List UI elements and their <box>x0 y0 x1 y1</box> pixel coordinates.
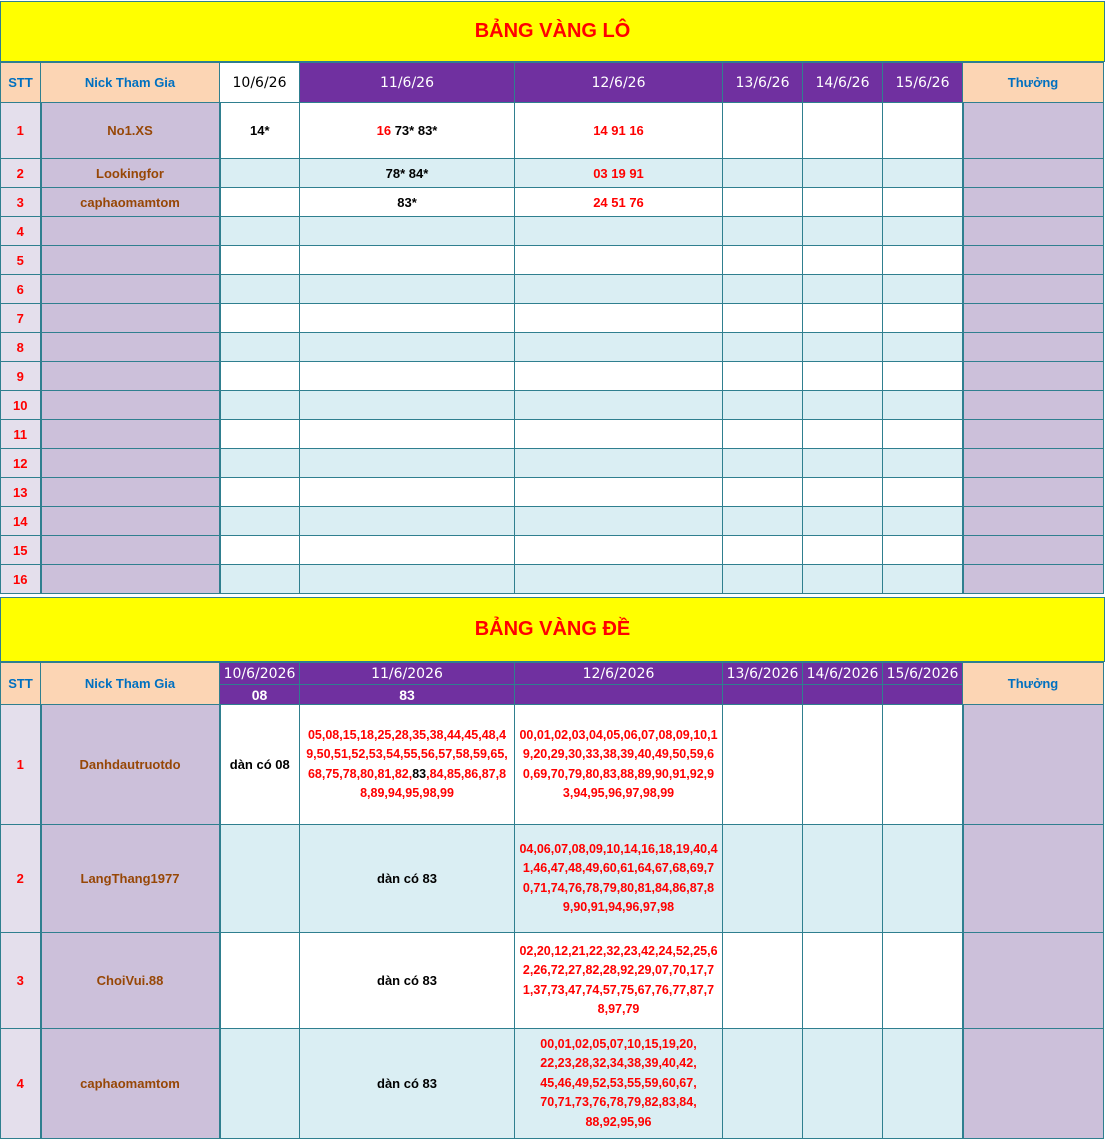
cell-day6 <box>883 1029 963 1139</box>
row-nick <box>41 362 220 391</box>
cell-day4 <box>723 449 803 478</box>
table-row <box>1 246 1104 275</box>
cell-day6 <box>883 217 963 246</box>
cell-day2 <box>300 565 515 594</box>
cell-day1 <box>220 188 300 217</box>
cell-day2 <box>300 275 515 304</box>
de-result <box>803 685 883 705</box>
row-stt: 6 <box>1 275 41 304</box>
cell-day5 <box>803 933 883 1029</box>
cell-day2 <box>300 246 515 275</box>
lo-title: BẢNG VÀNG LÔ <box>0 1 1105 62</box>
row-nick: caphaomamtom <box>41 1029 220 1139</box>
cell-thuong <box>963 159 1104 188</box>
cell-day1: 14* <box>220 103 300 159</box>
cell-day3: 03 19 91 <box>515 159 723 188</box>
table-row <box>1 159 1104 188</box>
cell-day2 <box>300 420 515 449</box>
row-stt: 5 <box>1 246 41 275</box>
row-stt: 4 <box>1 217 41 246</box>
de-result <box>883 685 963 705</box>
cell-day1: dàn có 08 <box>220 705 300 825</box>
cell-day2 <box>300 217 515 246</box>
cell-thuong <box>963 565 1104 594</box>
cell-day4 <box>723 705 803 825</box>
cell-day4 <box>723 159 803 188</box>
cell-day2: dàn có 83 <box>300 1029 515 1139</box>
table-row <box>1 536 1104 565</box>
cell-thuong <box>963 304 1104 333</box>
row-stt: 4 <box>1 1029 41 1139</box>
row-nick: LangThang1977 <box>41 825 220 933</box>
de-header-date: 11/6/2026 <box>300 663 515 685</box>
cell-day5 <box>803 705 883 825</box>
cell-day6 <box>883 449 963 478</box>
cell-day1 <box>220 478 300 507</box>
cell-thuong <box>963 217 1104 246</box>
cell-day5 <box>803 420 883 449</box>
cell-thuong <box>963 333 1104 362</box>
row-nick <box>41 536 220 565</box>
row-stt: 10 <box>1 391 41 420</box>
cell-thuong <box>963 188 1104 217</box>
row-nick <box>41 217 220 246</box>
cell-day6 <box>883 565 963 594</box>
row-nick <box>41 449 220 478</box>
row-nick <box>41 304 220 333</box>
lo-empty-rows <box>1 217 1104 594</box>
cell-day4 <box>723 362 803 391</box>
row-nick <box>41 507 220 536</box>
cell-day4 <box>723 933 803 1029</box>
cell-day1 <box>220 391 300 420</box>
table-row <box>1 705 1104 825</box>
cell-day5 <box>803 391 883 420</box>
cell-day4 <box>723 275 803 304</box>
cell-thuong <box>963 825 1104 933</box>
cell-day6 <box>883 275 963 304</box>
row-stt: 15 <box>1 536 41 565</box>
cell-day5 <box>803 217 883 246</box>
cell-day3 <box>515 391 723 420</box>
de-header-date: 15/6/2026 <box>883 663 963 685</box>
cell-day4 <box>723 103 803 159</box>
cell-day2-hit: 83 <box>412 766 427 781</box>
lo-header-thuong: Thưởng <box>963 63 1104 103</box>
lo-header-date: 13/6/26 <box>723 63 803 103</box>
row-stt: 2 <box>1 825 41 933</box>
lo-table <box>0 62 1104 594</box>
row-nick <box>41 478 220 507</box>
row-stt: 8 <box>1 333 41 362</box>
cell-day2: dàn có 83 <box>300 933 515 1029</box>
row-stt: 16 <box>1 565 41 594</box>
cell-day2 <box>300 103 515 159</box>
table-row <box>1 507 1104 536</box>
table-row <box>1 188 1104 217</box>
cell-day2 <box>300 391 515 420</box>
cell-day2: dàn có 83 <box>300 825 515 933</box>
cell-day2-black: 73* 83* <box>391 123 438 138</box>
cell-day3 <box>515 478 723 507</box>
cell-day4 <box>723 507 803 536</box>
cell-day6 <box>883 103 963 159</box>
cell-day6 <box>883 536 963 565</box>
row-nick: Danhdautruotdo <box>41 705 220 825</box>
cell-day4 <box>723 304 803 333</box>
cell-day6 <box>883 246 963 275</box>
de-header-row <box>1 663 1104 685</box>
cell-day4 <box>723 1029 803 1139</box>
cell-day4 <box>723 565 803 594</box>
cell-day3: 00,01,02,03,04,05,06,07,08,09,10,19,20,29,30,33,38,39,40,49,50,59,60,69,70,79,80,83,88,89,90,91,92,93,94,95,96,97,98,99 <box>515 705 723 825</box>
cell-day3 <box>515 449 723 478</box>
row-nick <box>41 565 220 594</box>
cell-day5 <box>803 449 883 478</box>
row-stt: 9 <box>1 362 41 391</box>
cell-day6 <box>883 333 963 362</box>
cell-day3: 00,01,02,05,07,10,15,19,20,22,23,28,32,34,38,39,40,42,45,46,49,52,53,55,59,60,67,70,71,73,76,78,79,82,83,84,88,92,95,96 <box>515 1029 723 1139</box>
row-stt: 3 <box>1 188 41 217</box>
cell-day1 <box>220 159 300 188</box>
cell-thuong <box>963 246 1104 275</box>
cell-day2 <box>300 333 515 362</box>
cell-day5 <box>803 362 883 391</box>
cell-day6 <box>883 420 963 449</box>
row-stt: 2 <box>1 159 41 188</box>
lo-header-date: 12/6/26 <box>515 63 723 103</box>
row-stt: 1 <box>1 103 41 159</box>
row-nick <box>41 333 220 362</box>
cell-day2: 83* <box>300 188 515 217</box>
cell-day6 <box>883 362 963 391</box>
row-stt: 7 <box>1 304 41 333</box>
cell-day2-red: 16 <box>376 123 392 138</box>
cell-day1 <box>220 362 300 391</box>
table-row <box>1 275 1104 304</box>
table-row <box>1 933 1104 1029</box>
cell-day1 <box>220 449 300 478</box>
row-nick <box>41 275 220 304</box>
cell-day5 <box>803 304 883 333</box>
table-row <box>1 1029 1104 1139</box>
cell-day2 <box>300 536 515 565</box>
de-table <box>0 662 1104 1139</box>
lo-header-stt: STT <box>1 63 41 103</box>
cell-day5 <box>803 103 883 159</box>
cell-day3 <box>515 536 723 565</box>
cell-thuong <box>963 449 1104 478</box>
cell-thuong <box>963 275 1104 304</box>
cell-thuong <box>963 1029 1104 1139</box>
cell-day5 <box>803 333 883 362</box>
cell-thuong <box>963 478 1104 507</box>
cell-day6 <box>883 159 963 188</box>
de-header-date: 14/6/2026 <box>803 663 883 685</box>
table-row <box>1 420 1104 449</box>
cell-thuong <box>963 536 1104 565</box>
lo-header-date: 10/6/26 <box>220 63 300 103</box>
cell-day4 <box>723 825 803 933</box>
cell-day1 <box>220 304 300 333</box>
row-stt: 12 <box>1 449 41 478</box>
de-result: 83 <box>300 685 515 705</box>
cell-day5 <box>803 1029 883 1139</box>
cell-day4 <box>723 333 803 362</box>
table-row <box>1 333 1104 362</box>
cell-day1 <box>220 536 300 565</box>
cell-thuong <box>963 420 1104 449</box>
table-row <box>1 825 1104 933</box>
cell-day2 <box>300 449 515 478</box>
cell-day5 <box>803 478 883 507</box>
cell-day1 <box>220 275 300 304</box>
cell-day3 <box>515 333 723 362</box>
lo-header-date: 14/6/26 <box>803 63 883 103</box>
table-row <box>1 391 1104 420</box>
cell-day3 <box>515 362 723 391</box>
cell-day1 <box>220 420 300 449</box>
cell-day1 <box>220 246 300 275</box>
cell-day6 <box>883 304 963 333</box>
table-row <box>1 362 1104 391</box>
cell-day3 <box>515 275 723 304</box>
de-header-date: 10/6/2026 <box>220 663 300 685</box>
cell-day2 <box>300 362 515 391</box>
cell-day1 <box>220 565 300 594</box>
cell-day3: 14 91 16 <box>515 103 723 159</box>
cell-day6 <box>883 391 963 420</box>
cell-day3: 04,06,07,08,09,10,14,16,18,19,40,41,46,47,48,49,60,61,64,67,68,69,70,71,74,76,78,79,80,81,84,86,87,89,90,91,94,96,97,98 <box>515 825 723 933</box>
cell-day2 <box>300 507 515 536</box>
cell-day4 <box>723 217 803 246</box>
cell-day5 <box>803 246 883 275</box>
row-stt: 1 <box>1 705 41 825</box>
cell-day3 <box>515 304 723 333</box>
row-stt: 11 <box>1 420 41 449</box>
cell-thuong <box>963 705 1104 825</box>
table-row <box>1 449 1104 478</box>
cell-day1 <box>220 217 300 246</box>
cell-day1 <box>220 1029 300 1139</box>
cell-day2: 78* 84* <box>300 159 515 188</box>
cell-day2-part-a: 05,08,15,18,25,28,35,38,44,45,48,49,50,51,52,53,54,55,56,57,58,59,65,68,75,78,80,81,82, <box>306 727 508 781</box>
cell-day2 <box>300 705 515 825</box>
cell-thuong <box>963 507 1104 536</box>
row-nick <box>41 391 220 420</box>
cell-day6 <box>883 478 963 507</box>
table-row <box>1 565 1104 594</box>
cell-day3: 24 51 76 <box>515 188 723 217</box>
cell-day4 <box>723 478 803 507</box>
cell-day5 <box>803 507 883 536</box>
lo-header-nick: Nick Tham Gia <box>41 63 220 103</box>
cell-day4 <box>723 188 803 217</box>
cell-day6 <box>883 705 963 825</box>
cell-day1 <box>220 507 300 536</box>
de-title: BẢNG VÀNG ĐỀ <box>0 597 1105 662</box>
cell-day6 <box>883 188 963 217</box>
cell-day5 <box>803 565 883 594</box>
table-row <box>1 217 1104 246</box>
row-nick <box>41 246 220 275</box>
de-header-date: 13/6/2026 <box>723 663 803 685</box>
row-nick: No1.XS <box>41 103 220 159</box>
de-header-date: 12/6/2026 <box>515 663 723 685</box>
cell-day5 <box>803 275 883 304</box>
cell-day1 <box>220 933 300 1029</box>
de-result: 08 <box>220 685 300 705</box>
cell-day4 <box>723 246 803 275</box>
cell-day6 <box>883 933 963 1029</box>
cell-thuong <box>963 391 1104 420</box>
cell-day5 <box>803 188 883 217</box>
row-nick: caphaomamtom <box>41 188 220 217</box>
cell-day3 <box>515 217 723 246</box>
cell-day3 <box>515 565 723 594</box>
lo-header-date: 11/6/26 <box>300 63 515 103</box>
cell-day2 <box>300 478 515 507</box>
cell-day2 <box>300 304 515 333</box>
de-header-nick: Nick Tham Gia <box>41 663 220 705</box>
cell-day6 <box>883 825 963 933</box>
row-stt: 3 <box>1 933 41 1029</box>
cell-day4 <box>723 536 803 565</box>
cell-day4 <box>723 420 803 449</box>
cell-day5 <box>803 536 883 565</box>
cell-thuong <box>963 103 1104 159</box>
table-row <box>1 478 1104 507</box>
de-header-stt: STT <box>1 663 41 705</box>
row-stt: 14 <box>1 507 41 536</box>
row-nick: ChoiVui.88 <box>41 933 220 1029</box>
de-header-thuong: Thưởng <box>963 663 1104 705</box>
cell-day3: 02,20,12,21,22,32,23,42,24,52,25,62,26,72,27,82,28,92,29,07,70,17,71,37,73,47,74,57,75,67,76,77,87,78,97,79 <box>515 933 723 1029</box>
table-row <box>1 103 1104 159</box>
cell-day3 <box>515 420 723 449</box>
row-nick <box>41 420 220 449</box>
lo-header-date: 15/6/26 <box>883 63 963 103</box>
table-row <box>1 304 1104 333</box>
cell-day5 <box>803 159 883 188</box>
cell-day3 <box>515 507 723 536</box>
lo-header-row <box>1 63 1104 103</box>
cell-day5 <box>803 825 883 933</box>
row-nick: Lookingfor <box>41 159 220 188</box>
cell-thuong <box>963 933 1104 1029</box>
de-result <box>723 685 803 705</box>
cell-day2-part-b: ,84,85,86,87,88,89,94,95,98,99 <box>360 766 507 800</box>
cell-day6 <box>883 507 963 536</box>
cell-day3 <box>515 246 723 275</box>
row-stt: 13 <box>1 478 41 507</box>
cell-day1 <box>220 333 300 362</box>
cell-day4 <box>723 391 803 420</box>
cell-thuong <box>963 362 1104 391</box>
de-result <box>515 685 723 705</box>
cell-day1 <box>220 825 300 933</box>
